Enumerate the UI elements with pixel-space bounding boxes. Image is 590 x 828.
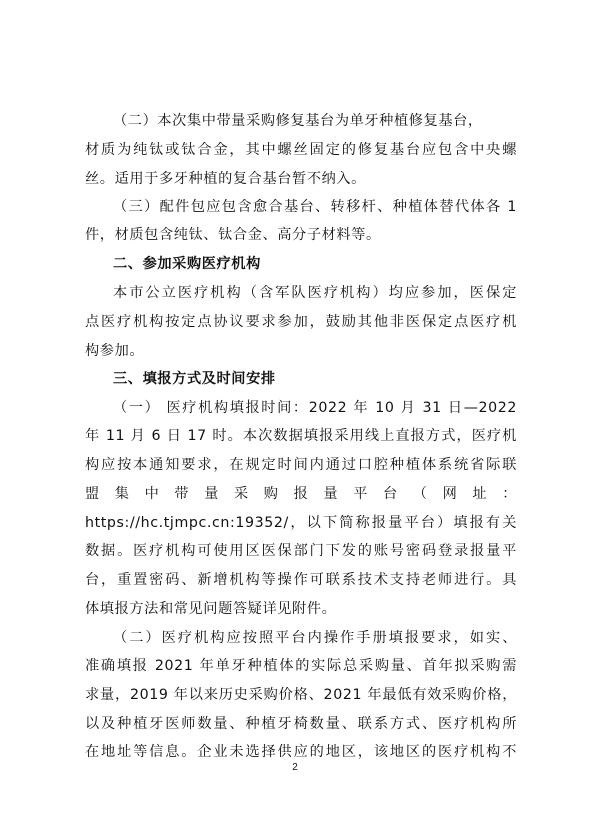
paragraph-line: 体填报方法和常见问题答疑详见附件。 bbox=[85, 601, 337, 617]
paragraph-line: （二）医疗机构应按照平台内操作手册填报要求，如实、 bbox=[113, 630, 517, 646]
paragraph-line: https://hc.tjmpc.cn:19352/，以下简称报量平台）填报有关 bbox=[85, 515, 517, 531]
paragraph-line: 丝。适用于多牙种植的复合基台暂不纳入。 bbox=[85, 171, 366, 187]
paragraph-line: 盟 集 中 带 量 采 购 报 量 平 台 （ 网 址 ： bbox=[85, 486, 517, 502]
paragraph-line: （一） 医疗机构填报时间：2022 年 10 月 31 日—2022 bbox=[113, 400, 517, 416]
paragraph-line: 本市公立医疗机构（含军队医疗机构）均应参加，医保定 bbox=[113, 285, 517, 301]
section-heading: 二、参加采购医疗机构 bbox=[113, 256, 261, 272]
paragraph-line: 在地址等信息。企业未选择供应的地区，该地区的医疗机构不 bbox=[85, 744, 517, 760]
page-number: 2 bbox=[292, 762, 298, 773]
paragraph-line: 构应按本通知要求，在规定时间内通过口腔种植体系统省际联 bbox=[85, 457, 517, 473]
paragraph-line: 求量，2019 年以来历史采购价格、2021 年最低有效采购价格， bbox=[85, 687, 517, 703]
paragraph-line: 年 11 月 6 日 17 时。本次数据填报采用线上直报方式，医疗机 bbox=[85, 428, 517, 444]
paragraph-line: 件，材质包含纯钛、钛合金、高分子材料等。 bbox=[85, 227, 381, 243]
paragraph-line: 准确填报 2021 年单牙种植体的实际总采购量、首年拟采购需 bbox=[85, 658, 517, 674]
paragraph-line: 台，重置密码、新增机构等操作可联系技术支持老师进行。具 bbox=[85, 572, 517, 588]
paragraph-line: 点医疗机构按定点协议要求参加，鼓励其他非医保定点医疗机 bbox=[85, 314, 517, 330]
section-heading: 三、填报方式及时间安排 bbox=[113, 371, 276, 387]
paragraph-line: 材质为纯钛或钛合金，其中螺丝固定的修复基台应包含中央螺 bbox=[85, 142, 517, 158]
paragraph-line: 数据。医疗机构可使用区医保部门下发的账号密码登录报量平 bbox=[85, 543, 517, 559]
paragraph-line: 以及种植牙医师数量、种植牙椅数量、联系方式、医疗机构所 bbox=[85, 716, 517, 732]
paragraph-line: 构参加。 bbox=[85, 343, 145, 359]
paragraph-line: （三）配件包应包含愈合基台、转移杆、种植体替代体各 1 bbox=[113, 199, 517, 215]
paragraph-line: （二）本次集中带量采购修复基台为单牙种植修复基台， bbox=[113, 113, 483, 129]
